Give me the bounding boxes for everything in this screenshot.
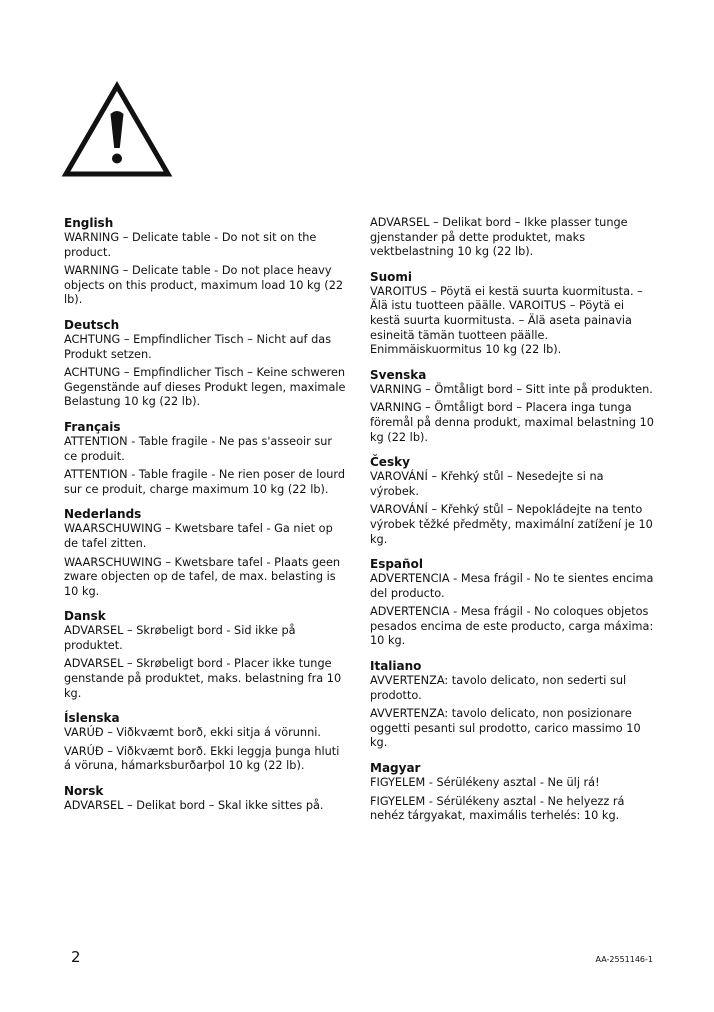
language-heading: Íslenska — [64, 711, 120, 726]
warning-text: VAROITUS – Pöytä ei kestä suurta kuormitusta. – Älä istu tuotteen päälle. VAROITUS – Pöytä ei kestä suurta kuormitusta. – Älä aseta painavia esineitä tämän tuotteen päälle. Enimmäiskuormitus 10 kg (22 lb). — [370, 284, 643, 357]
left-column — [64, 216, 347, 824]
warning-text: ADVARSEL – Delikat bord – Skal ikke sittes på. — [64, 799, 324, 813]
language-heading: Deutsch — [64, 317, 120, 332]
warning-text: FIGYELEM - Sérülékeny asztal - Ne ülj rá! — [370, 776, 600, 790]
warning-text: VAROVÁNÍ – Křehký stůl – Nesedejte si na výrobek. — [370, 470, 604, 498]
warning-text: VARNING – Ömtåligt bord – Sitt inte på produkten. — [370, 382, 653, 396]
language-section — [64, 216, 347, 308]
warning-text: VARÚÐ – Viðkvæmt borð, ekki sitja á vörunni. — [64, 726, 321, 740]
language-heading: Nederlands — [64, 507, 142, 522]
language-heading: Français — [64, 419, 121, 434]
document-code: AA-2551146-1 — [595, 955, 653, 964]
warning-text: ACHTUNG – Empfindlicher Tisch – Nicht auf das Produkt setzen. — [64, 332, 332, 361]
warning-text: VAROVÁNÍ – Křehký stůl – Nepokládejte na tento výrobek těžké předměty, maximální zatížení je 10 kg. — [370, 503, 653, 546]
language-section — [370, 761, 656, 824]
language-section — [370, 557, 656, 649]
language-heading: English — [64, 216, 114, 230]
warning-text: VARNING – Ömtåligt bord – Placera inga tunga föremål på denna produkt, maximal belastning 10 kg (22 lb). — [370, 401, 654, 444]
language-section — [370, 270, 656, 358]
right-column — [370, 216, 656, 834]
warning-text: FIGYELEM - Sérülékeny asztal - Ne helyezz rá nehéz tárgyakat, maximális terhelés: 10 kg. — [370, 794, 625, 823]
warning-text: ACHTUNG – Empfindlicher Tisch – Keine schweren Gegenstände auf dieses Produkt legen, maximale Belastung 10 kg (22 lb). — [64, 366, 346, 409]
language-section — [64, 609, 347, 701]
warning-text: ADVARSEL – Delikat bord – Ikke plasser tunge gjenstander på dette produktet, maks vektbelastning 10 kg (22 lb). — [370, 216, 628, 259]
language-heading: Česky — [370, 455, 410, 470]
warning-text: WAARSCHUWING – Kwetsbare tafel - Plaats geen zware objecten op de tafel, de max. belasting is 10 kg. — [64, 555, 341, 598]
warning-text: ADVARSEL – Skrøbeligt bord - Sid ikke på produktet. — [64, 624, 296, 652]
warning-text: WAARSCHUWING – Kwetsbare tafel - Ga niet op de tafel zitten. — [64, 522, 333, 550]
warning-triangle-icon — [61, 80, 173, 178]
language-section — [370, 659, 656, 751]
language-heading: Magyar — [370, 761, 421, 776]
language-heading: Norsk — [64, 784, 104, 799]
language-heading: Dansk — [64, 609, 106, 624]
language-section — [370, 216, 656, 260]
warning-text: ADVERTENCIA - Mesa frágil - No te sientes encima del producto. — [370, 572, 654, 600]
language-section — [64, 784, 347, 814]
language-heading: Español — [370, 557, 423, 572]
warning-text: ATTENTION - Table fragile - Ne pas s'asseoir sur ce produit. — [64, 434, 333, 463]
language-section — [64, 711, 347, 774]
warning-text: WARNING – Delicate table - Do not sit on the product. — [64, 231, 317, 259]
language-section — [64, 507, 347, 599]
language-section — [64, 420, 347, 497]
warning-text: AVVERTENZA: tavolo delicato, non posizionare oggetti pesanti sul prodotto, carico massimo 10 kg. — [370, 707, 641, 750]
warning-text: ATTENTION - Table fragile - Ne rien poser de lourd sur ce produit, charge maximum 10 kg (22 lb). — [64, 468, 346, 496]
warning-text: VARÚÐ – Viðkvæmt borð. Ekki leggja þunga hluti á vöruna, hámarksburðarþol 10 kg (22 lb). — [64, 744, 340, 773]
language-heading: Suomi — [370, 269, 413, 284]
language-heading: Svenska — [370, 367, 427, 382]
warning-text: ADVERTENCIA - Mesa frágil - No coloques objetos pesados encima de este producto, carga máxima: 10 kg. — [370, 605, 654, 648]
language-section — [370, 368, 656, 445]
page-number: 2 — [71, 948, 81, 966]
warning-text: AVVERTENZA: tavolo delicato, non sederti sul prodotto. — [370, 674, 627, 702]
language-heading: Italiano — [370, 659, 422, 674]
warning-text: WARNING – Delicate table - Do not place heavy objects on this product, maximum load 10 kg (22 lb). — [64, 264, 344, 307]
language-section — [64, 318, 347, 410]
language-section — [370, 455, 656, 547]
warning-text: ADVARSEL – Skrøbeligt bord - Placer ikke tunge genstande på produktet, maks. belastning fra 10 kg. — [64, 657, 342, 700]
